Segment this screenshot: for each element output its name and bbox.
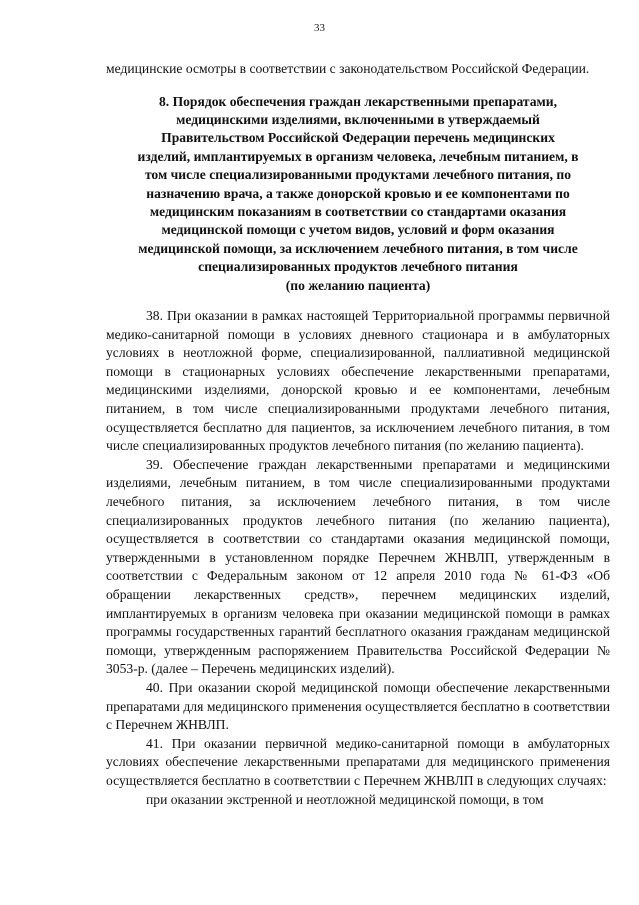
heading-line: назначению врача, а также донорской кровью и ее компонентами по	[146, 185, 570, 201]
heading-line: изделий, имплантируемых в организм человека, лечебным питанием, в	[137, 148, 579, 164]
heading-line: том числе специализированными продуктами лечебного питания, по	[144, 167, 572, 183]
heading-line: медицинским показаниям в соответствии со стандартами оказания	[149, 204, 567, 220]
paragraph-41: 41. При оказании первичной медико-санитарной помощи в амбулаторных условиях обеспечение лекарственными препаратами для медицинского применения осуществляется бесплатно в соответствии с Перечнем ЖНВЛП в следующих случаях:	[106, 735, 610, 788]
heading-line: медицинской помощи с учетом видов, условий и форм оказания	[161, 222, 555, 238]
intro-paragraph: медицинские осмотры в соответствии с законодательством Российской Федерации.	[106, 61, 590, 76]
heading-line: (по желанию пациента)	[285, 277, 431, 293]
page-number: 33	[314, 22, 325, 34]
paragraph-39: 39. Обеспечение граждан лекарственными препаратами и медицинскими изделиями, лечебным питанием, в том числе специализированными продуктами лечебного питания, за исключением лечебного питания, в том числе специализированных продуктов лечебного питания (по желанию пациента), осуществляется в соответствии со стандартами оказания медицинской помощи, утвержденными в установленном порядке Перечнем ЖНВЛП, утвержденным в соответствии с Федеральным законом от 12 апреля 2010 года № 61-ФЗ «Об обращении лекарственных средств», перечнем медицинских изделий, имплантируемых в организм человека при оказании медицинской помощи в рамках программы государственных гарантий бесплатного оказания гражданам медицинской помощи, утвержденным распоряжением Правительства Российской Федерации № 3053-р. (далее – Перечень медицинских изделий).	[106, 456, 610, 677]
document-body	[106, 60, 610, 809]
section-heading	[106, 93, 610, 295]
heading-line: медицинской помощи, за исключением лечебного питания, в том числе	[138, 240, 578, 256]
heading-line: медицинскими изделиями, включенными в утверждаемый	[176, 112, 540, 127]
heading-line: Правительством Российской Федерации перечень медицинских	[161, 130, 555, 146]
paragraph-continuation: при оказании экстренной и неотложной медицинской помощи, в том	[146, 791, 544, 807]
paragraph-40: 40. При оказании скорой медицинской помощи обеспечение лекарственными препаратами для медицинского применения осуществляется бесплатно в соответствии с Перечнем ЖНВЛП.	[106, 679, 610, 733]
heading-line: 8. Порядок обеспечения граждан лекарственными препаратами,	[158, 93, 558, 109]
heading-line: специализированных продуктов лечебного питания	[198, 259, 518, 275]
paragraph-38: 38. При оказании в рамках настоящей Территориальной программы первичной медико-санитарной помощи в условиях дневного стационара и в амбулаторных условиях в неотложной форме, специализированной, паллиативной медицинской помощи в стационарных условиях обеспечение лекарственными препаратами, медицинскими изделиями, донорской кровью и ее компонентами, лечебным питанием, в том числе специализированными продуктами лечебного питания, осуществляется бесплатно для пациентов, за исключением лечебного питания, в том числе специализированных продуктов лечебного питания (по желанию пациента).	[106, 308, 610, 454]
